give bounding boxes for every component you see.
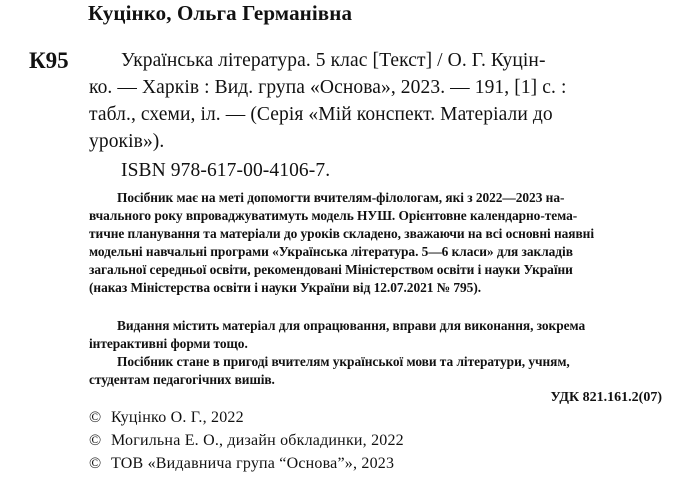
udk-code: УДК 821.161.2(07): [550, 390, 662, 405]
bibliographic-line: уроків»).: [89, 131, 165, 152]
annotation-line: інтерактивні форми тощо.: [89, 336, 248, 351]
bibliographic-line: табл., схеми, іл. — (Серія «Мій конспект. Матеріали до: [89, 104, 553, 125]
copyright-text: Куцінко О. Г., 2022: [111, 409, 244, 426]
copyright-text: ТОВ «Видавнича група “Основа”», 2023: [111, 455, 395, 472]
copyright-symbol: ©: [89, 432, 102, 449]
copyright-text: Могильна Е. О., дизайн обкладинки, 2022: [111, 432, 404, 449]
annotation-line: Посібник стане в пригоді вчителям української мови та літератури, учням,: [117, 354, 570, 369]
annotation-line: студентам педагогічних вишів.: [89, 372, 275, 387]
copyright-line: [89, 455, 394, 473]
author-name: Куцінко, Ольга Германівна: [88, 1, 353, 25]
bibliographic-line: Українська література. 5 клас [Текст] / О. Г. Куцін-: [121, 50, 546, 71]
annotation-line: вчального року впроваджуватимуть модель НУШ. Орієнтовне календарно-тема-: [89, 208, 578, 223]
isbn: ISBN 978-617-00-4106-7.: [121, 160, 331, 181]
classification-code: К95: [29, 48, 69, 73]
annotation-line: Видання містить матеріал для опрацювання, вправи для виконання, зокрема: [117, 318, 586, 333]
annotation-line: модельні навчальні програми «Українська література. 5—6 класи» для закладів: [89, 244, 573, 259]
copyright-line: [89, 409, 244, 427]
bibliographic-line: ко. — Харків : Вид. група «Основа», 2023. — 191, [1] с. :: [89, 77, 567, 98]
annotation-line: Посібник має на меті допомогти вчителям-філологам, які з 2022—2023 на-: [117, 190, 565, 205]
copyright-line: [89, 432, 404, 450]
annotation-line: (наказ Міністерства освіти і науки України від 12.07.2021 № 795).: [89, 280, 482, 295]
copyright-symbol: ©: [89, 455, 102, 472]
copyright-symbol: ©: [89, 409, 102, 426]
annotation-line: загальної середньої освіти, рекомендовані Міністерством освіти і науки України: [89, 262, 573, 277]
annotation-line: тичне планування та матеріали до уроків складено, зважаючи на всі основні наявні: [89, 226, 595, 241]
